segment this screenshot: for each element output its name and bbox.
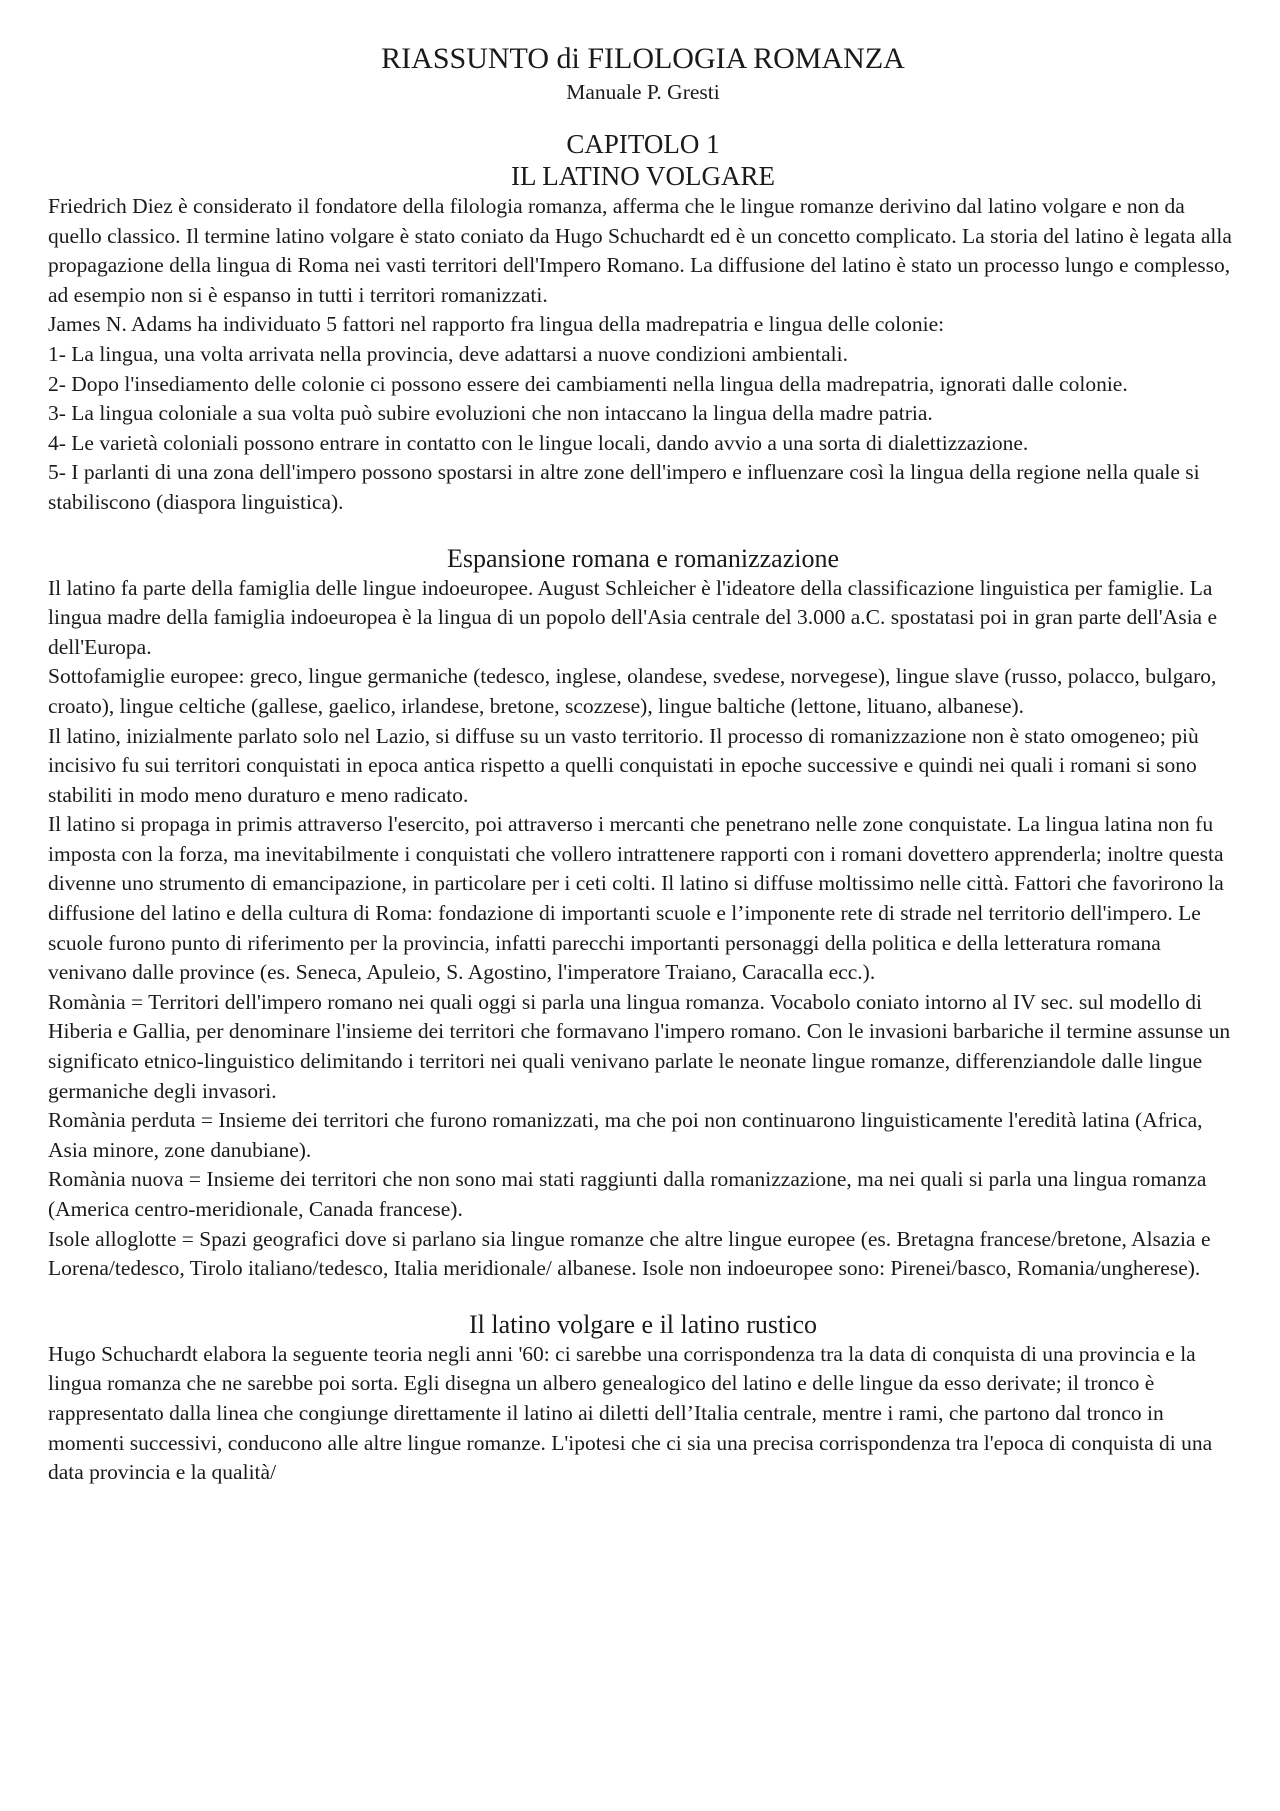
paragraph: Il latino fa parte della famiglia delle lingue indoeuropee. August Schleicher è l'ideatore della classificazione linguistica per famiglie. La lingua madre della famiglia indoeuropea è la lingua di un popolo dell'Asia centrale del 3.000 a.C. spostatasi poi in gran parte dell'Asia e dell'Europa. xyxy=(48,575,1217,659)
paragraph: Sottofamiglie europee: greco, lingue germaniche (tedesco, inglese, olandese, svedese, norvegese), lingue slave (russo, polacco, bulgaro, croato), lingue celtiche (gallese, gaelico, irlandese, bretone, scozzese), lingue baltiche (lettone, lituano, albanese). xyxy=(48,664,1217,718)
paragraph: Romània perduta = Insieme dei territori che furono romanizzati, ma che poi non continuarono linguisticamente l'eredità latina (Africa, Asia minore, zone danubiane). xyxy=(48,1108,1203,1162)
section-heading: Il latino volgare e il latino rustico xyxy=(468,1309,818,1339)
paragraph: 5- I parlanti di una zona dell'impero possono spostarsi in altre zone dell'impero e influenzare così la lingua della regione nella quale si stabiliscono (diaspora linguistica). xyxy=(48,460,1200,514)
document-subtitle: Manuale P. Gresti xyxy=(566,80,720,104)
section-heading: Espansione romana e romanizzazione xyxy=(447,543,839,573)
paragraph: James N. Adams ha individuato 5 fattori nel rapporto fra lingua della madrepatria e lingua delle colonie: xyxy=(48,312,945,337)
section xyxy=(48,1310,1238,1488)
paragraph: Il latino si propaga in primis attraverso l'esercito, poi attraverso i mercanti che penetrano nelle zone conquistate. La lingua latina non fu imposta con la forza, ma inevitabilmente i conquistati che vollero intrattenere rapporti con i romani dovettero apprenderla; inoltre questa divenne uno strumento di emancipazione, in particolare per i ceti colti. Il latino si diffuse moltissimo nelle città. Fattori che favorirono la diffusione del latino e della cultura di Roma: fondazione di importanti scuole e l’imponente rete di strade nel territorio dell'impero. Le scuole furono punto di riferimento per la provincia, infatti parecchi importanti personaggi della politica e della letteratura romana venivano dalle province (es. Seneca, Apuleio, S. Agostino, l'imperatore Traiano, Caracalla ecc.). xyxy=(48,812,1224,985)
paragraph: Hugo Schuchardt elabora la seguente teoria negli anni '60: ci sarebbe una corrispondenza tra la data di conquista di una provincia e la lingua romanza che ne sarebbe poi sorta. Egli disegna un albero genealogico del latino e delle lingue da esso derivate; il tronco è rappresentato dalla linea che congiunge direttamente il latino ai diletti dell’Italia centrale, mentre i rami, che partono dal tronco in momenti successivi, conducono alle altre lingue romanze. L'ipotesi che ci sia una precisa corrispondenza tra l'epoca di conquista di una data provincia e la qualità/ xyxy=(48,1341,1213,1485)
paragraph: Il latino, inizialmente parlato solo nel Lazio, si diffuse su un vasto territorio. Il processo di romanizzazione non è stato omogeneo; più incisivo fu sui territori conquistati in epoca antica rispetto a quelli conquistati in epoche successive e quindi nei quali i romani si sono stabiliti in modo meno duraturo e meno radicato. xyxy=(48,723,1199,807)
paragraph: Friedrich Diez è considerato il fondatore della filologia romanza, afferma che le lingue romanze derivino dal latino volgare e non da quello classico. Il termine latino volgare è stato coniato da Hugo Schuchardt ed è un concetto complicato. La storia del latino è legata alla propagazione della lingua di Roma nei vasti territori dell'Impero Romano. La diffusione del latino è stato un processo lungo e complesso, ad esempio non si è espanso in tutti i territori romanizzati. xyxy=(48,194,1232,307)
chapter-number: CAPITOLO 1 xyxy=(566,129,720,159)
document-page xyxy=(48,40,1238,1488)
paragraph: 4- Le varietà coloniali possono entrare in contatto con le lingue locali, dando avvio a una sorta di dialettizzazione. xyxy=(48,430,1029,455)
paragraph: Romània nuova = Insieme dei territori che non sono mai stati raggiunti dalla romanizzazione, ma nei quali si parla una lingua romanza (America centro-meridionale, Canada francese). xyxy=(48,1167,1207,1221)
paragraph: Romània = Territori dell'impero romano nei quali oggi si parla una lingua romanza. Vocabolo coniato intorno al IV sec. sul modello di Hiberia e Gallia, per denominare l'insieme dei territori che formavano l'impero romano. Con le invasioni barbariche il termine assunse un significato etnico-linguistico delimitando i territori nei quali venivano parlate le neonate lingue romanze, differenziandole dalle lingue germaniche degli invasori. xyxy=(48,989,1231,1103)
chapter-title: IL LATINO VOLGARE xyxy=(511,161,775,191)
section xyxy=(48,192,1238,518)
document-body xyxy=(48,192,1238,1488)
paragraph: 2- Dopo l'insediamento delle colonie ci possono essere dei cambiamenti nella lingua della madrepatria, ignorati dalle colonie. xyxy=(48,371,1128,396)
paragraph: Isole alloglotte = Spazi geografici dove si parlano sia lingue romanze che altre lingue europee (es. Bretagna francese/bretone, Alsazia e Lorena/tedesco, Tirolo italiano/tedesco, Italia meridionale/ albanese. Isole non indoeuropee sono: Pirenei/basco, Romania/ungherese). xyxy=(48,1226,1211,1281)
document-title: RIASSUNTO di FILOLOGIA ROMANZA xyxy=(381,42,905,75)
paragraph: 3- La lingua coloniale a sua volta può subire evoluzioni che non intaccano la lingua della madre patria. xyxy=(48,401,933,426)
paragraph: 1- La lingua, una volta arrivata nella provincia, deve adattarsi a nuove condizioni ambientali. xyxy=(48,341,848,366)
section xyxy=(48,544,1238,1284)
